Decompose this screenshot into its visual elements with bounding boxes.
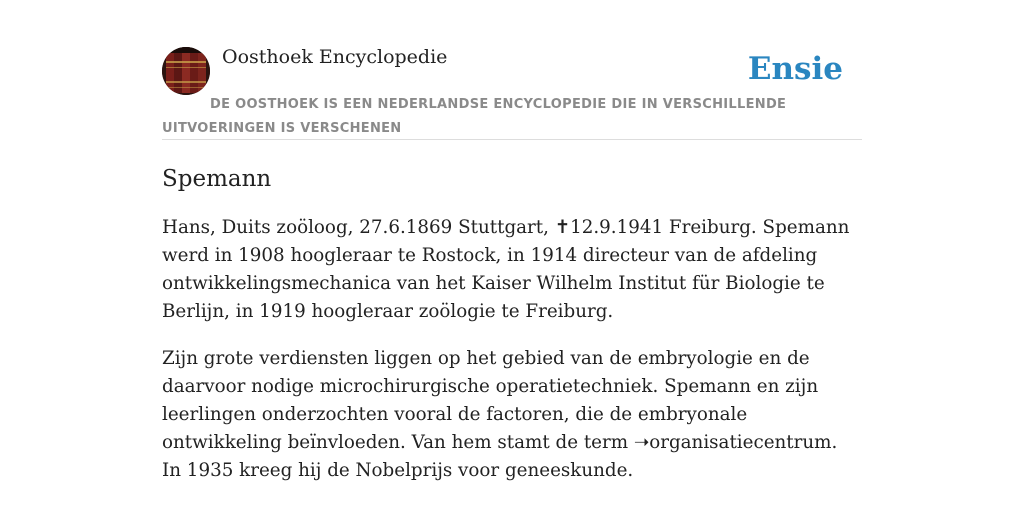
article-title: Spemann: [162, 166, 272, 192]
encyclopedia-books-icon[interactable]: [162, 47, 210, 95]
site-title[interactable]: Oosthoek Encyclopedie: [222, 46, 448, 68]
header-divider: [162, 139, 862, 140]
article: [162, 162, 862, 485]
article-paragraph-1: Hans, Duits zoöloog, 27.6.1869 Stuttgart, ✝12.9.1941 Freiburg. Spemann werd in 1908 hoogleraar te Rostock, in 1914 directeur van de afdeling ontwikkelingsmechanica van het Kaiser Wilhelm Institut für Biologie te Berlijn, in 1919 hoogleraar zoölogie te Freiburg.: [162, 217, 850, 322]
ensie-brand-logo[interactable]: Ensie: [747, 51, 843, 87]
site-tagline: DE OOSTHOEK IS EEN NEDERLANDSE ENCYCLOPEDIE DIE IN VERSCHILLENDE UITVOERINGEN IS VERSCHENEN: [162, 97, 787, 136]
article-paragraph-2: Zijn grote verdiensten liggen op het gebied van de embryologie en de daarvoor nodige microchirurgische operatietechniek. Spemann en zijn leerlingen onderzochten vooral de factoren, die de embryonale ontwikkeling beïnvloeden. Van hem stamt de term ➝organisatiecentrum. In 1935 kreeg hij de Nobelprijs voor geneeskunde.: [162, 348, 838, 481]
